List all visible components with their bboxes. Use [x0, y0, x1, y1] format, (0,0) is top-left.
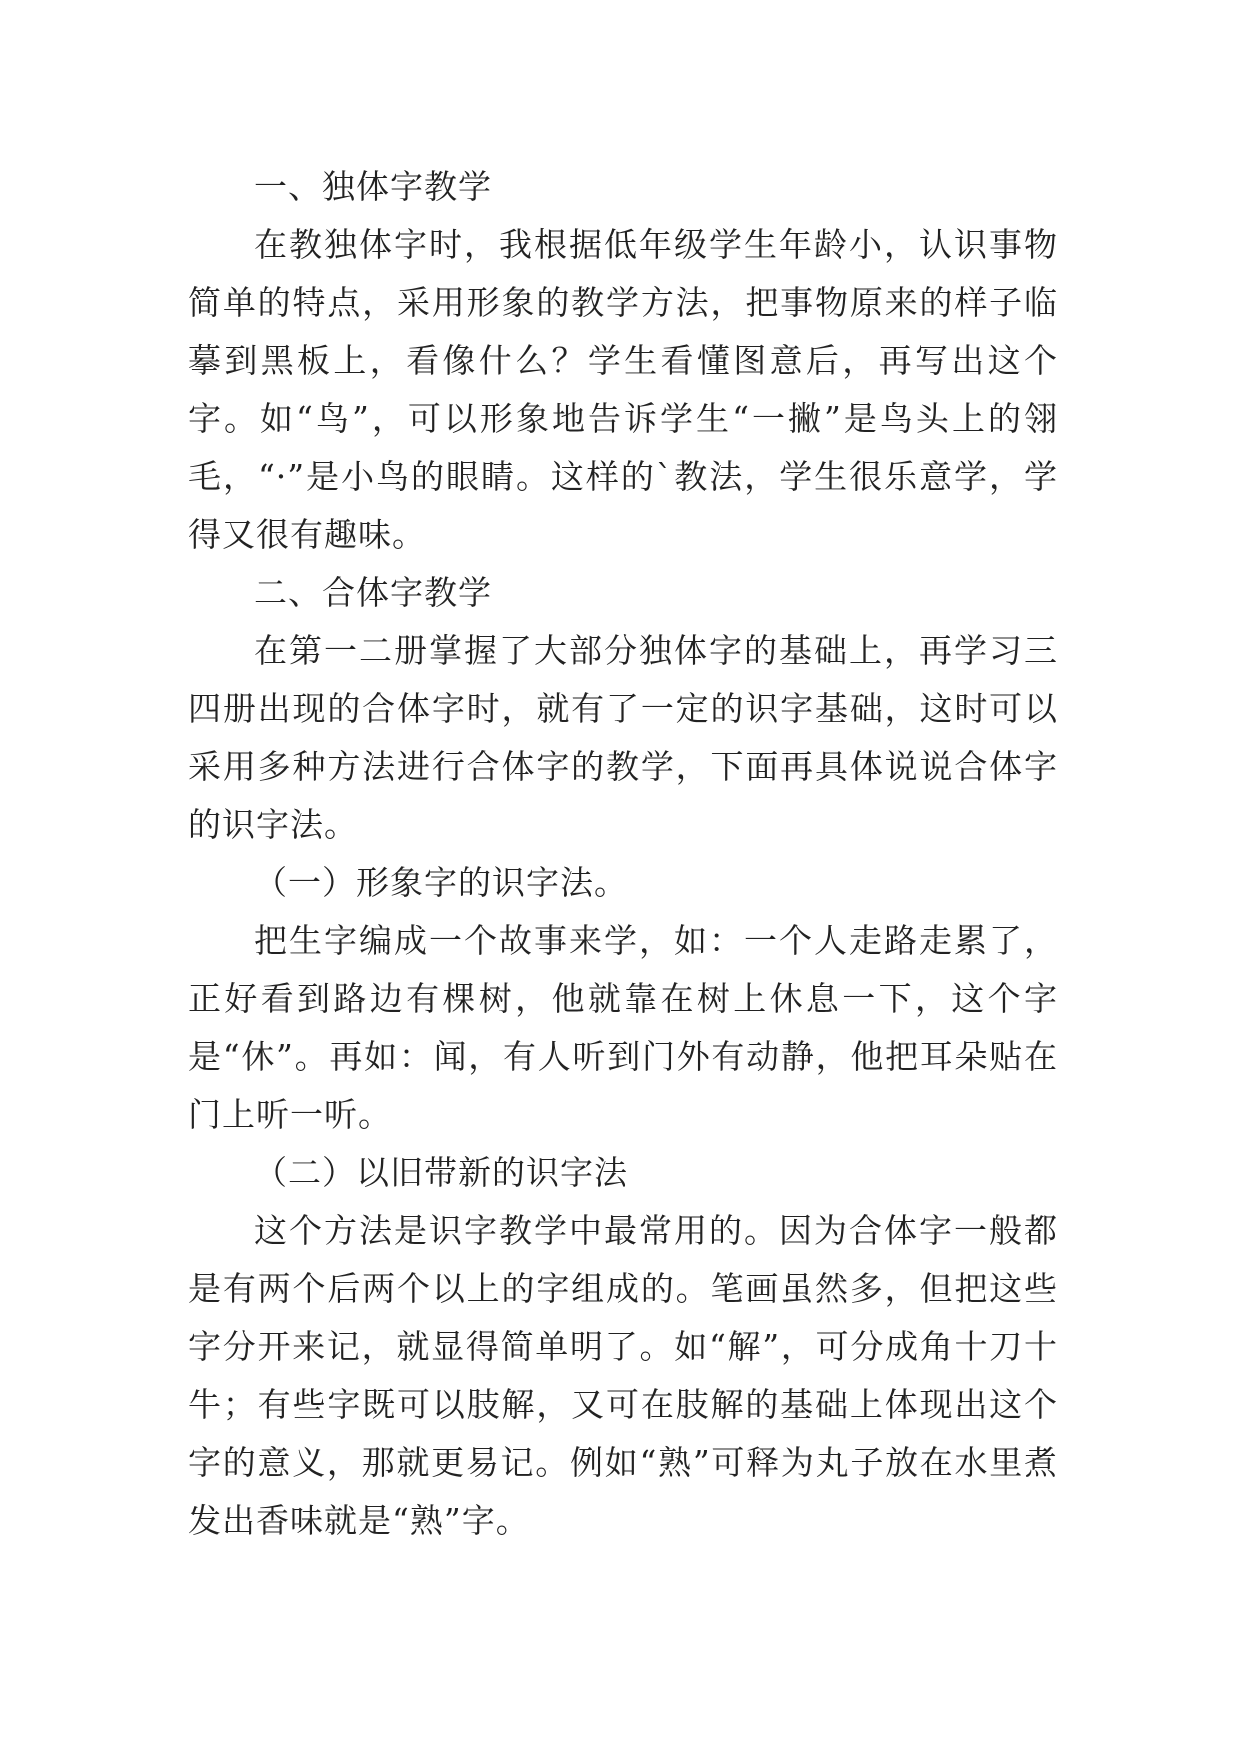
paragraph-4: 这个方法是识字教学中最常用的。因为合体字一般都是有两个后两个以上的字组成的。笔画虽然多，但把这些字分开来记，就显得简单明了。如“解”，可分成角十刀十牛；有些字既可以肢解，又可在肢解的基础上体现出这个字的意义，那就更易记。例如“熟”可释为丸子放在水里煮发出香味就是“熟”字。: [188, 1211, 1058, 1540]
document-page: [188, 158, 1058, 1550]
section-heading-2: 二、合体字教学: [254, 573, 492, 612]
paragraph-3: 把生字编成一个故事来学，如：一个人走路走累了，正好看到路边有棵树，他就靠在树上休息一下，这个字是“休”。再如：闻，有人听到门外有动静，他把耳朵贴在门上听一听。: [188, 921, 1058, 1134]
subsection-heading-2: （二）以旧带新的识字法: [254, 1153, 628, 1192]
subsection-heading-1: （一）形象字的识字法。: [254, 863, 628, 902]
paragraph-2: 在第一二册掌握了大部分独体字的基础上，再学习三四册出现的合体字时，就有了一定的识字基础，这时可以采用多种方法进行合体字的教学，下面再具体说说合体字的识字法。: [188, 631, 1058, 844]
section-heading-1: 一、独体字教学: [254, 167, 492, 206]
paragraph-1: 在教独体字时，我根据低年级学生年龄小，认识事物简单的特点，采用形象的教学方法，把事物原来的样子临摹到黑板上，看像什么？学生看懂图意后，再写出这个字。如“鸟”，可以形象地告诉学生“一撇”是鸟头上的翎毛，“·”是小鸟的眼睛。这样的`教法，学生很乐意学，学得又很有趣味。: [188, 225, 1058, 554]
